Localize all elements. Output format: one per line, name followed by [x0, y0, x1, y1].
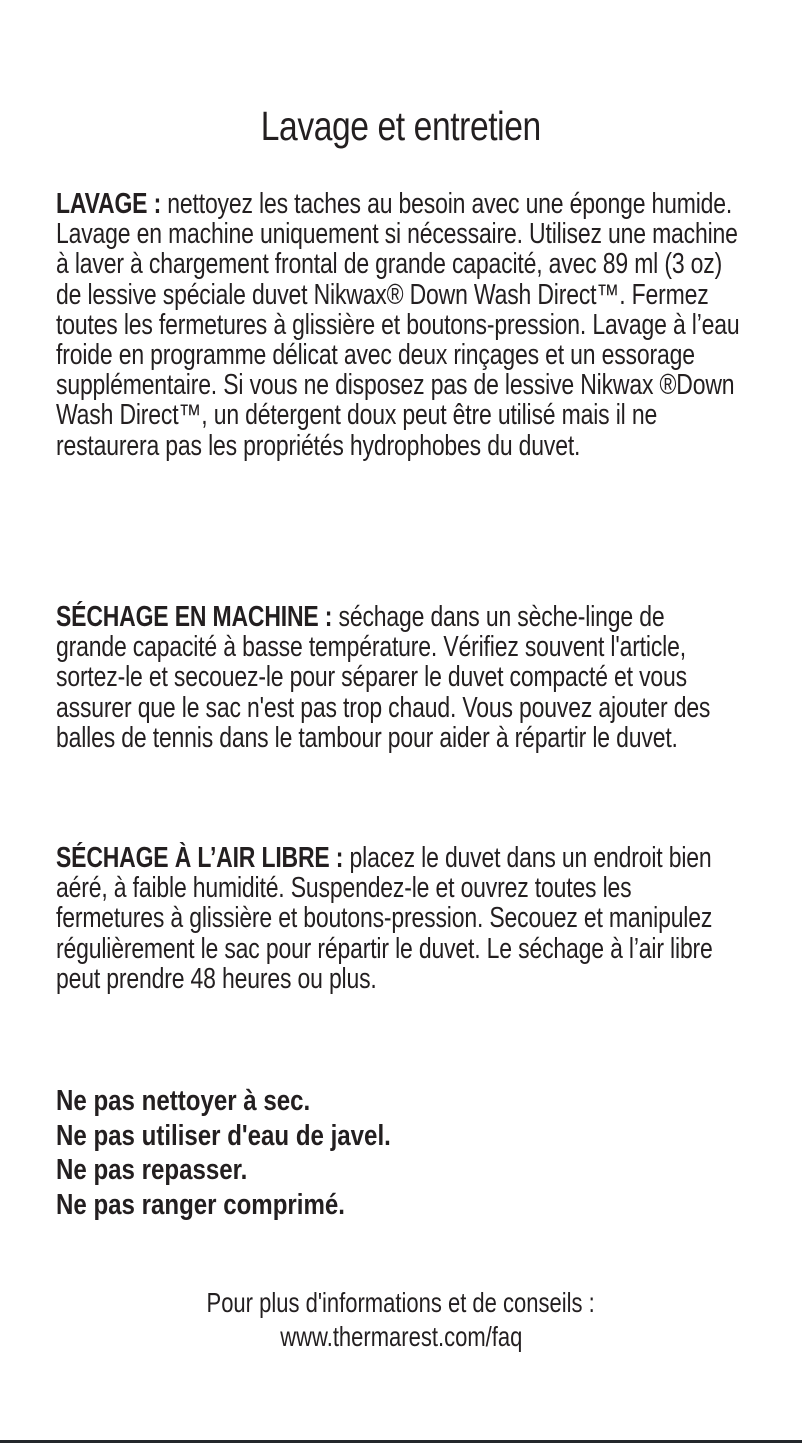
warning-no-compressed-storage: Ne pas ranger comprimé.: [56, 1188, 345, 1221]
warning-no-dry-clean: Ne pas nettoyer à sec.: [56, 1085, 311, 1117]
warning-no-bleach: Ne pas utiliser d'eau de javel.: [56, 1119, 391, 1152]
section-machine-drying: [56, 602, 741, 753]
section-air-drying: [56, 843, 741, 994]
section-heading-washing: LAVAGE :: [56, 188, 162, 220]
footer: [0, 1286, 802, 1354]
page-title: [0, 100, 802, 152]
section-body-machine-drying: séchage dans un sèche-linge de grande capacité à basse température. Vérifiez souvent l'article, sortez-le et secouez-le pour séparer le duvet compacté et vous assurer que le sac n'est pas trop chaud. Vous pouvez ajouter des balles de tennis dans le tambour pour aider à répartir le duvet.: [56, 601, 711, 754]
section-body-air-drying: placez le duvet dans un endroit bien aéré, à faible humidité. Suspendez-le et ouvrez toutes les fermetures à glissière et boutons-pression. Secouez et manipulez régulièrement le sac pour répartir le duvet. Le séchage à l’air libre peut prendre 48 heures ou plus.: [56, 842, 713, 995]
page-title-text: Lavage et entretien: [260, 103, 542, 149]
section-heading-machine-drying: SÉCHAGE EN MACHINE :: [56, 601, 333, 633]
section-washing: [56, 189, 741, 461]
warnings-list: [56, 1084, 596, 1222]
footer-faq-link[interactable]: www.thermarest.com/faq: [279, 1321, 523, 1352]
warning-no-iron: Ne pas repasser.: [56, 1154, 248, 1186]
footer-info-text: Pour plus d'informations et de conseils :: [206, 1287, 596, 1318]
section-body-washing: nettoyez les taches au besoin avec une éponge humide. Lavage en machine uniquement si nécessaire. Utilisez une machine à laver à chargement frontal de grande capacité, avec 89 ml (3 oz) de lessive spéciale duvet Nikwax® Down Wash Direct™. Fermez toutes les fermetures à glissière et boutons-pression. Lavage à l’eau froide en programme délicat avec deux rinçages et un essorage supplémentaire. Si vous ne disposez pas de lessive Nikwax ®Down Wash Direct™, un détergent doux peut être utilisé mais il ne restaurera pas les propriétés hydrophobes du duvet.: [56, 188, 740, 462]
section-heading-air-drying: SÉCHAGE À L’AIR LIBRE :: [56, 842, 344, 874]
